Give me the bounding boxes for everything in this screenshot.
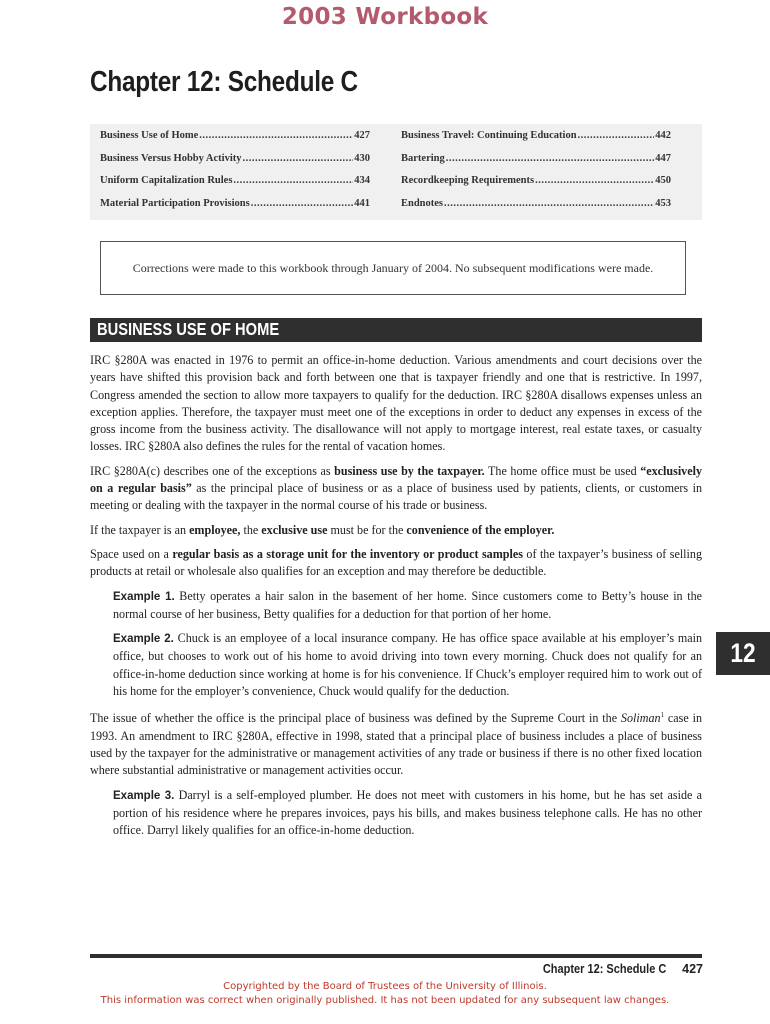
emphasis: employee, — [189, 522, 241, 537]
workbook-title: 2003 Workbook — [281, 4, 489, 30]
toc-entry[interactable] — [100, 175, 370, 198]
toc-entry-label: Endnotes — [401, 197, 444, 209]
paragraph: Space used on a regular basis as a storage unit for the inventory or product samples of the taxpayer’s business of selling products at retail or wholesale also qualifies for an exception and may therefore be deductible. — [90, 546, 702, 579]
example-label: Example 1. — [113, 590, 175, 603]
section-title: BUSINESS USE OF HOME — [97, 319, 280, 339]
toc-entry-page: 447 — [655, 152, 671, 164]
toc-entry-page: 450 — [655, 175, 671, 186]
toc-leader-dots — [446, 153, 655, 164]
toc-leader-dots — [251, 198, 354, 209]
footnote-ref[interactable]: 1 — [660, 711, 665, 720]
footer-rule — [90, 954, 702, 958]
toc-entry[interactable] — [100, 130, 370, 153]
example-2: Example 2. Chuck is an employee of a local insurance company. He has office space available at his employer’s main office, but chooses to work out of his home to avoid driving into town every morning. Chuck does not qualify for an office-in-home deduction since working at home is for his convenience. If Chuck’s employer required him to work out of his home for the employer’s convenience, Chuck would qualify for the deduction. — [113, 631, 703, 699]
toc-entry-page: 427 — [354, 130, 370, 141]
toc-entry-label: Bartering — [401, 152, 445, 164]
emphasis: convenience of the employer. — [406, 522, 555, 537]
toc-entry-page: 430 — [354, 152, 370, 164]
toc-leader-dots — [199, 130, 353, 141]
toc-entry-page: 453 — [655, 197, 671, 209]
toc-entry-page: 434 — [354, 175, 370, 186]
corrections-notice: Corrections were made to this workbook through January of 2004. No subsequent modifications were made. — [100, 241, 686, 295]
table-of-contents — [90, 124, 702, 220]
section-header-bar — [90, 318, 702, 342]
paragraph: IRC §280A(c) describes one of the exceptions as business use by the taxpayer. The home office must be used “exclusively on a regular basis” as the principal place of business or as a place of business used by patients, clients, or customers in meeting or dealing with the taxpayer in the normal course of his trade or business. — [90, 463, 703, 513]
chapter-title: Chapter 12: Schedule C — [90, 66, 358, 98]
toc-entry-label: Business Versus Hobby Activity — [100, 152, 242, 164]
disclaimer-notice: This information was correct when originally published. It has not been updated for any subsequent law changes. — [100, 995, 670, 1006]
toc-entry-label: Recordkeeping Requirements — [401, 175, 535, 186]
example-label: Example 3. — [113, 789, 175, 802]
toc-entry-page: 441 — [354, 197, 370, 209]
toc-right-column — [401, 130, 671, 220]
toc-left-column — [100, 130, 370, 220]
toc-leader-dots — [233, 175, 353, 186]
emphasis: regular basis as a storage unit for the inventory or product samples — [172, 546, 523, 561]
toc-leader-dots — [535, 175, 654, 186]
toc-entry[interactable] — [100, 153, 370, 176]
emphasis: business use by the taxpayer. — [334, 463, 485, 478]
toc-entry-label: Material Participation Provisions — [100, 197, 250, 209]
paragraph: IRC §280A was enacted in 1976 to permit an office-in-home deduction. Various amendments and court decisions over the years have shifted this provision back and forth between one that is taxpayer friendly and one that is restrictive. In 1997, Congress amended the section to allow more taxpayers to qualify for the deduction. IRC §280A disallows expenses unless an exception applies. Therefore, the taxpayer must meet one of the exceptions in order to deduct any expenses in excess of the gross income from the business activity. The disallowance will not apply to mortgage interest, real estate taxes, or casualty losses. IRC §280A also defines the rules for the rental of vacation homes. — [90, 353, 702, 454]
toc-entry[interactable] — [401, 175, 671, 198]
emphasis: “exclusively on a regular basis” — [90, 463, 703, 496]
toc-entry[interactable] — [100, 198, 370, 221]
toc-entry[interactable] — [401, 198, 671, 221]
toc-entry[interactable] — [401, 130, 671, 153]
toc-entry-label: Business Use of Home — [100, 130, 199, 141]
example-label: Example 2. — [113, 633, 174, 646]
example-3: Example 3. Darryl is a self-employed plumber. He does not meet with customers in his home, but he has set aside a portion of his residence where he prepares invoices, pays his bills, and makes business telephone calls. He has no other office. Darryl likely qualifies for an office-in-home deduction. — [113, 787, 703, 838]
toc-leader-dots — [444, 198, 654, 209]
toc-entry[interactable] — [401, 153, 671, 176]
paragraph: The issue of whether the office is the principal place of business was defined by the Supreme Court in the Soliman$^1$ case in 1993. An amendment to IRC §280A, effective in 1998, stated that a principal place of business includes a place of business used by the taxpayer for the administrative or management activities of any trade or business if there is no other fixed location where substantial administrative or management activities occur. — [90, 711, 703, 778]
toc-leader-dots — [243, 153, 354, 164]
emphasis: exclusive use — [261, 522, 328, 537]
case-name: Soliman — [620, 711, 661, 726]
chapter-tab-marker: 12 — [716, 632, 770, 675]
page-number: 427 — [682, 962, 703, 976]
toc-leader-dots — [578, 130, 655, 141]
paragraph: If the taxpayer is an employee, the exclusive use must be for the convenience of the employer. — [90, 522, 555, 537]
toc-entry-label: Business Travel: Continuing Education — [401, 130, 577, 141]
example-1: Example 1. Betty operates a hair salon in the basement of her home. Since customers come to Betty’s house in the normal course of her business, Betty qualifies for a deduction for that portion of her home. — [113, 588, 702, 621]
footer-chapter-title: Chapter 12: Schedule C — [542, 962, 666, 976]
copyright-notice: Copyrighted by the Board of Trustees of the University of Illinois. — [223, 981, 547, 992]
toc-entry-page: 442 — [655, 130, 671, 141]
section-body — [90, 352, 702, 846]
toc-entry-label: Uniform Capitalization Rules — [100, 175, 233, 186]
